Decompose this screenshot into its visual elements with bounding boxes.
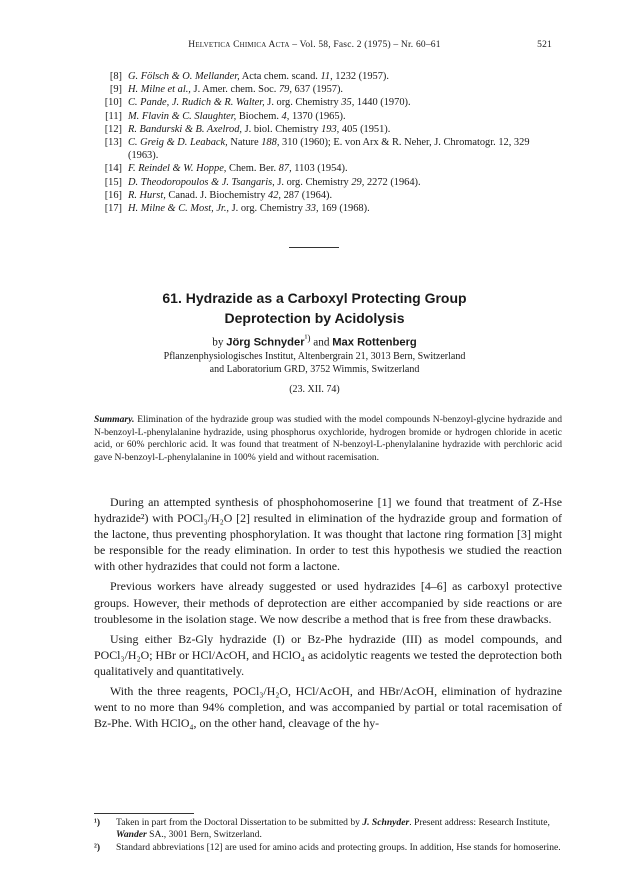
reference-journal: J. org. Chemistry xyxy=(264,97,342,109)
reference-tail: 1103 (1954). xyxy=(291,163,348,175)
paragraph: With the three reagents, POCl₃/H₂O, HCl/AcOH, and HBr/AcOH, elimination of hydrazine went to no more than 94% completion, and was accompanied by partial or total racemisation of Bz-Phe. With HClO₄, on the other hand, cleavage of the hy- xyxy=(94,684,562,731)
summary xyxy=(94,414,562,464)
reference-volume: 11, xyxy=(320,71,333,82)
author-name: Jörg Schnyder xyxy=(226,336,305,349)
reference-authors: H. Milne & C. Most, Jr., xyxy=(128,203,230,215)
summary-label: Summary. xyxy=(94,414,135,425)
journal-name: Helvetica Chimica Acta xyxy=(188,40,290,50)
author-name: Max Rottenberg xyxy=(332,336,417,349)
reference-item xyxy=(94,189,562,202)
reference-authors: R. Hurst, xyxy=(128,189,166,201)
reference-tail: 1370 (1965). xyxy=(289,110,346,122)
footnote: ¹) Taken in part from the Doctoral Dissertation to be submitted by J. Schnyder. Present address: Research Institute, Wander SA., 3001 Bern, Switzerland. xyxy=(94,817,550,841)
reference-number: [10] xyxy=(104,97,122,109)
reference-authors: D. Theodoropoulos & J. Tsangaris, xyxy=(128,176,275,188)
reference-authors: H. Milne et al., xyxy=(128,84,191,96)
reference-item xyxy=(94,136,562,162)
affiliation: Pflanzenphysiologisches Institut, Altenbergrain 21, 3013 Bern, Switzerland xyxy=(163,350,466,362)
reference-list xyxy=(94,70,562,215)
reference-volume: 87, xyxy=(278,163,292,175)
reference-tail: 1232 (1957). xyxy=(332,71,389,82)
reference-item xyxy=(94,83,562,96)
article-subtitle: Deprotection by Acidolysis xyxy=(224,310,405,326)
paragraph: Previous workers have already suggested or used hydrazides [4–6] as carboxyl protective groups. However, their methods of deprotection are either accompanied by side reactions or are troublesome in the isolation stage. We now describe a method that is free from these drawbacks. xyxy=(94,579,562,626)
reference-authors: G. Fölsch & O. Mellander, xyxy=(128,71,240,82)
reference-journal: Nature xyxy=(227,137,262,149)
reference-authors: F. Reindel & W. Hoppe, xyxy=(128,163,227,175)
reference-authors: C. Pande, J. Rudich & R. Walter, xyxy=(128,97,265,109)
reference-journal: J. Amer. chem. Soc. xyxy=(190,84,279,96)
reference-number: [14] xyxy=(104,163,122,175)
footnote-rule xyxy=(94,813,194,814)
byline: by Jörg Schnyder$^{^1)}$ and Max Rottenberg xyxy=(212,334,417,349)
reference-number: [13] xyxy=(104,137,122,149)
reference-tail: 169 (1968). xyxy=(318,203,370,215)
section-divider xyxy=(289,247,339,248)
paragraph: Using either Bz-Gly hydrazide (I) or Bz-Phe hydrazide (III) as model compounds, and POCl₃/H₂O; HBr or HCl/AcOH, and HClO₄ as acidolytic reagents we tested the deprotection both qualitatively and quantitatively. xyxy=(94,631,562,678)
reference-journal: J. biol. Chemistry xyxy=(242,123,322,135)
affiliation: and Laboratorium GRD, 3752 Wimmis, Switzerland xyxy=(209,363,420,375)
page-number: 521 xyxy=(537,40,552,50)
reference-tail: 1440 (1970). xyxy=(354,97,411,109)
reference-volume: 29, xyxy=(351,176,365,188)
reference-tail: 405 (1951). xyxy=(339,123,391,135)
reference-volume: 35, xyxy=(341,97,355,109)
reference-journal: J. org. Chemistry xyxy=(274,176,352,188)
reference-authors: M. Flavin & C. Slaughter, xyxy=(128,110,237,122)
reference-volume: 188, xyxy=(261,137,280,149)
article-title: 61. Hydrazide as a Carboxyl Protecting Group xyxy=(162,290,467,306)
body-text xyxy=(94,494,562,731)
footnote-mark: ¹) xyxy=(94,817,101,828)
reference-number: [8] xyxy=(109,71,122,82)
footnote: ²) Standard abbreviations [12] are used for amino acids and protecting groups. In addition, Hse stands for homoserine. xyxy=(94,841,561,853)
reference-number: [16] xyxy=(104,189,122,201)
paragraph: During an attempted synthesis of phosphohomoserine [1] we found that treatment of Z-Hse hydrazide²) with POCl₃/H₂O [2] resulted in elimination of the hydrazide group and formation of the lactone, thus preventing phosphorylation. It was thought that lactone ring formation [3] might be responsible for the ready elimination. In order to test this hypothesis we studied the reaction with other hydrazides that could not form a lactone. xyxy=(94,495,562,574)
received-date: (23. XII. 74) xyxy=(289,383,340,395)
reference-volume: 33, xyxy=(305,203,319,215)
reference-number: [15] xyxy=(104,176,122,188)
article-header xyxy=(0,289,629,396)
reference-tail: 2272 (1964). xyxy=(364,176,421,188)
reference-item xyxy=(94,202,562,215)
reference-tail: 637 (1957). xyxy=(291,84,344,96)
reference-journal: Biochem. xyxy=(236,110,282,122)
reference-journal: J. org. Chemistry xyxy=(229,203,306,215)
reference-item xyxy=(94,96,562,109)
reference-volume: 193, xyxy=(321,123,340,135)
reference-item xyxy=(94,162,562,175)
issue-info: – Vol. 58, Fasc. 2 (1975) – Nr. 60–61 xyxy=(289,40,441,50)
footnotes xyxy=(94,817,562,854)
reference-authors: C. Greig & D. Leaback, xyxy=(128,137,228,149)
reference-number: [11] xyxy=(105,110,122,122)
reference-number: [12] xyxy=(104,123,122,135)
reference-authors: R. Bandurski & B. Axelrod, xyxy=(128,123,242,135)
reference-volume: 79, xyxy=(278,84,292,96)
reference-tail: 287 (1964). xyxy=(281,189,333,201)
reference-item xyxy=(94,70,562,83)
reference-item xyxy=(94,110,562,123)
footnote-mark: ²) xyxy=(94,841,101,853)
reference-number: [9] xyxy=(109,84,122,96)
reference-item xyxy=(94,123,562,136)
reference-journal: Chem. Ber. xyxy=(226,163,279,175)
footnote-mark: ¹) xyxy=(304,334,311,344)
reference-volume: 4, xyxy=(281,110,290,122)
reference-journal: Acta chem. scand. xyxy=(239,71,321,82)
reference-tail: 310 (1960); E. von Arx & R. Neher, J. Chromatogr. 12, 329 (1963). xyxy=(128,137,530,162)
reference-number: [17] xyxy=(104,203,122,215)
reference-journal: Canad. J. Biochemistry xyxy=(165,189,268,201)
reference-item xyxy=(94,176,562,189)
summary-text: Elimination of the hydrazide group was studied with the model compounds N-benzoyl-glycine hydrazide and N-benzoyl-L-phenylalanine hydrazide, using phosphorus oxychloride, hydrogen bromide or hydrogen chloride in acetic acid, or 60% perchloric acid. It was found that treatment of N-benzoyl-L-phenylalanine hydrazide with perchloric acid gave N-benzoyl-L-phenylalanine in 100% yield and without racemisation. xyxy=(94,414,562,463)
reference-volume: 42, xyxy=(268,189,281,201)
